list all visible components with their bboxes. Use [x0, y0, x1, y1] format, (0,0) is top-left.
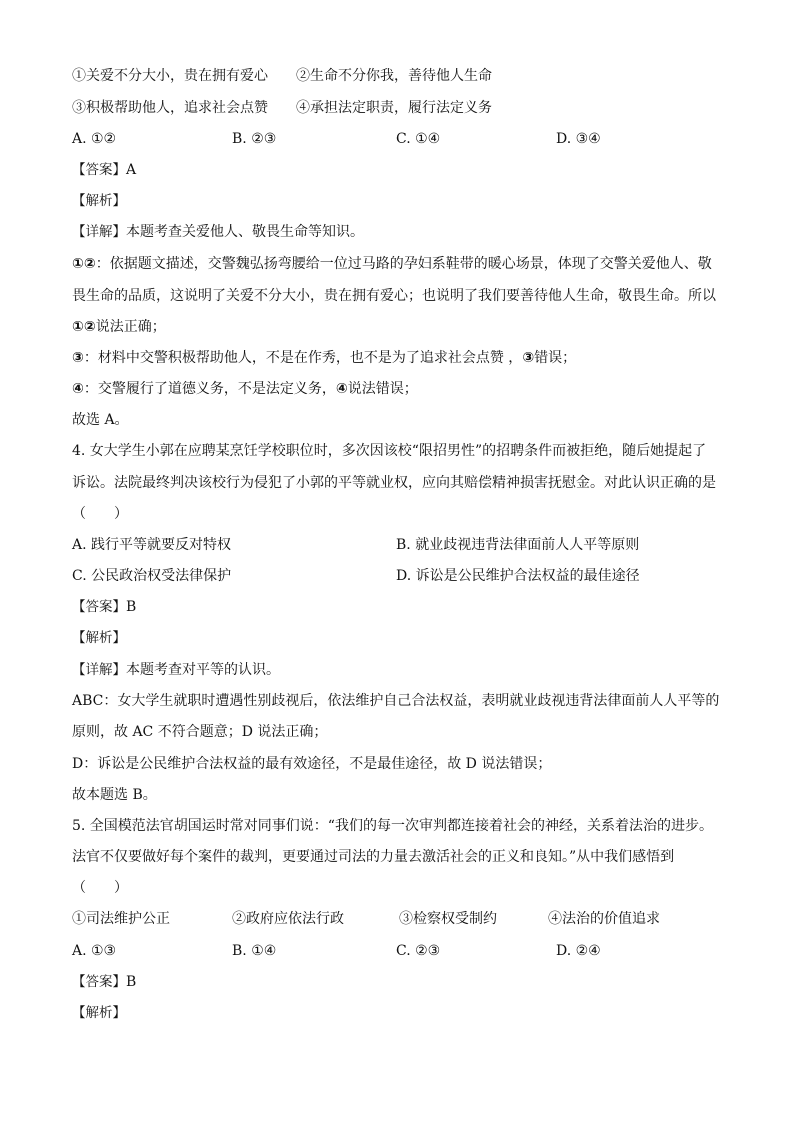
q5-choice-d: D. ②④	[556, 943, 601, 959]
q3-analysis-label: 【解析】	[72, 193, 126, 209]
q4-choice-b: B. 就业歧视违背法律面前人人平等原则	[396, 537, 640, 553]
option-marker: ①②	[72, 319, 96, 335]
q3-explanation-line-1	[72, 254, 722, 274]
q4-answer	[72, 597, 722, 617]
q5-option-2: ②政府应依法行政	[232, 911, 344, 927]
q4-stem-line-2: 诉讼。法院最终判决该校行为侵犯了小郭的平等就业权，应向其赔偿精神损害抚慰金。对此认识正确的是	[72, 475, 716, 491]
explanation-text: ：材料中交警积极帮助他人，不是在作秀，也不是为了追求社会点赞 ，	[83, 350, 523, 366]
detail-intro: 本题考查对平等的认识。	[126, 662, 280, 678]
answer-value: A	[126, 162, 137, 178]
q3-conclusion: 故选 A。	[72, 412, 129, 428]
answer-value: B	[126, 974, 137, 990]
answer-label: 【答案】	[72, 162, 126, 178]
explanation-text: 说法错误；	[347, 381, 418, 397]
q4-choice-c: C. 公民政治权受法律保护	[72, 568, 232, 584]
explanation-text: 错误；	[534, 350, 577, 366]
detail-label: 【详解】	[72, 662, 126, 678]
q3-choice-c: C. ①④	[396, 131, 441, 147]
q3-answer	[72, 160, 722, 180]
explanation-text: ：依据题文描述，交警魏弘扬弯腰给一位过马路的孕妇系鞋带的暖心场景，体现了交警关爱他人、敬	[95, 256, 712, 272]
q4-choice-d: D. 诉讼是公民维护合法权益的最佳途径	[396, 568, 640, 584]
q5-option-3: ③检察权受制约	[399, 911, 497, 927]
q5-option-4: ④法治的价值追求	[548, 911, 660, 927]
q4-stem-line-1: 4. 女大学生小郭在应聘某烹饪学校职位时，多次因该校“限招男性”的招聘条件而被拒绝，随后她提起了	[72, 443, 707, 459]
q3-explanation-line-5	[72, 379, 722, 399]
q3-option-4: ④承担法定职责，履行法定义务	[296, 100, 492, 116]
q3-explanation-line-2: 畏生命的品质，这说明了关爱不分大小，贵在拥有爱心；也说明了我们要善待他人生命，敬畏生命。所以	[72, 288, 716, 304]
answer-label: 【答案】	[72, 599, 126, 615]
option-marker: ④	[72, 381, 84, 397]
option-marker: ③	[72, 350, 84, 366]
explanation-text: ：交警履行了道德义务，不是法定义务，	[83, 381, 336, 397]
q4-conclusion: 故本题选 B。	[72, 787, 157, 803]
q4-choice-a: A. 践行平等就要反对特权	[72, 537, 232, 553]
q4-stem-line-3: （ ）	[72, 506, 128, 522]
q5-stem-line-1: 5. 全国模范法官胡国运时常对同事们说：“我们的每一次审判都连接着社会的神经，关系着法治的进步。	[72, 818, 713, 834]
q4-explanation-line-2: 原则，故 AC 不符合题意；D 说法正确；	[72, 724, 328, 740]
option-marker: ①②	[72, 256, 96, 272]
option-marker: ③	[522, 350, 535, 366]
q5-stem-line-2: 法官不仅要做好每个案件的裁判，更要通过司法的力量去激活社会的正义和良知。”从中我们感悟到	[72, 849, 675, 865]
q3-choice-d: D. ③④	[556, 131, 601, 147]
q5-choice-a: A. ①③	[72, 943, 117, 959]
q3-option-3: ③积极帮助他人，追求社会点赞	[72, 100, 268, 116]
q3-choice-a: A. ①②	[72, 131, 117, 147]
answer-label: 【答案】	[72, 974, 126, 990]
q3-explanation-line-4	[72, 348, 722, 368]
q5-answer	[72, 972, 722, 992]
q5-option-1: ①司法维护公正	[72, 911, 170, 927]
q3-detail	[72, 222, 722, 242]
explanation-text: 说法正确；	[95, 319, 166, 335]
q3-option-2: ②生命不分你我，善待他人生命	[296, 68, 492, 84]
q4-explanation-line-1: ABC：女大学生就职时遭遇性别歧视后，依法维护自己合法权益，表明就业歧视违背法律面前人人平等的	[72, 693, 720, 709]
q3-option-1: ①关爱不分大小，贵在拥有爱心	[72, 68, 268, 84]
detail-intro: 本题考查关爱他人、敬畏生命等知识。	[126, 224, 364, 240]
q4-analysis-label: 【解析】	[72, 630, 126, 646]
q5-choice-c: C. ②③	[396, 943, 441, 959]
q4-explanation-line-3: D：诉讼是公民维护合法权益的最有效途径，不是最佳途径，故 D 说法错误；	[72, 756, 552, 772]
q5-choice-b: B. ①④	[232, 943, 277, 959]
q4-detail	[72, 660, 722, 680]
option-marker: ④	[335, 381, 348, 397]
q5-stem-line-3: （ ）	[72, 880, 128, 896]
detail-label: 【详解】	[72, 224, 126, 240]
q5-analysis-label: 【解析】	[72, 1005, 126, 1021]
q3-explanation-line-3	[72, 317, 722, 337]
answer-value: B	[126, 599, 137, 615]
q3-choice-b: B. ②③	[232, 131, 277, 147]
